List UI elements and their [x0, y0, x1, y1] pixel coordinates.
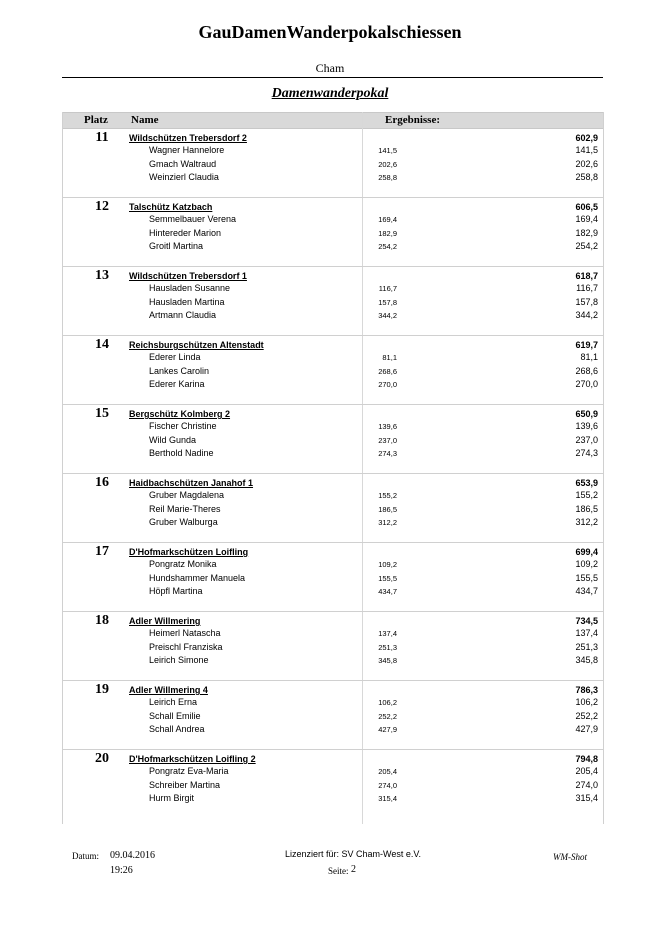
member-cumulative: 270,0 [575, 379, 598, 389]
group-separator [63, 680, 603, 681]
member-result: 141,5 [378, 146, 397, 155]
member-row [63, 297, 603, 310]
member-result: 427,9 [378, 725, 397, 734]
col-header-name: Name [131, 114, 159, 126]
member-name: Hintereder Marion [149, 227, 222, 238]
member-name: Preischl Franziska [149, 641, 223, 652]
member-cumulative: 109,2 [575, 559, 598, 569]
member-result: 182,9 [378, 228, 397, 238]
member-cumulative: 205,4 [575, 766, 598, 776]
member-name: Leirich Erna [149, 697, 198, 707]
member-name: Schall Emilie [149, 710, 201, 721]
member-row [63, 145, 603, 158]
member-row [63, 780, 603, 793]
footer-page-label: Seite: [328, 866, 349, 876]
member-cumulative: 274,0 [575, 779, 598, 790]
member-row [63, 517, 603, 530]
member-cumulative: 81,1 [580, 352, 598, 362]
member-name: Wild Gunda [149, 434, 197, 445]
member-name: Leirich Simone [149, 655, 209, 665]
member-cumulative: 186,5 [575, 503, 598, 514]
group-separator [63, 335, 603, 336]
team-group [63, 681, 603, 750]
member-name: Berthold Nadine [149, 448, 214, 458]
member-name: Weinzierl Claudia [149, 172, 219, 182]
member-row [63, 310, 603, 323]
member-row [63, 655, 603, 668]
member-name: Heimerl Natascha [149, 628, 221, 638]
team-rank: 19 [95, 682, 109, 697]
team-group [63, 405, 603, 474]
team-rank: 11 [95, 130, 109, 145]
member-cumulative: 274,3 [575, 448, 598, 458]
member-result: 139,6 [378, 422, 397, 431]
team-group [63, 129, 603, 198]
member-name: Wagner Hannelore [149, 145, 225, 155]
member-result: 434,7 [378, 587, 397, 596]
member-cumulative: 258,8 [575, 172, 598, 182]
member-row [63, 228, 603, 241]
member-row [63, 573, 603, 586]
member-name: Höpfl Martina [149, 586, 203, 596]
member-result: 157,8 [378, 297, 397, 307]
group-separator [63, 473, 603, 474]
col-header-platz: Platz [84, 114, 108, 126]
team-rank: 18 [95, 613, 109, 628]
team-rank: 20 [95, 751, 109, 766]
footer-license: Lizenziert für: SV Cham-West e.V. [285, 849, 422, 859]
team-club: Wildschützen Trebersdorf 1 [129, 271, 247, 281]
member-row [63, 421, 603, 434]
member-name: Groitl Martina [149, 241, 204, 251]
team-club: D'Hofmarkschützen Loifling [129, 547, 249, 557]
team-group [63, 750, 603, 819]
member-result: 81,1 [382, 353, 397, 362]
member-name: Pongratz Eva-Maria [149, 766, 229, 776]
team-club: Bergschütz Kolmberg 2 [129, 409, 231, 419]
results-table [62, 112, 604, 824]
team-rank: 17 [95, 544, 109, 559]
member-name: Semmelbauer Verena [149, 214, 237, 224]
team-rank: 15 [95, 406, 109, 421]
member-row [63, 159, 603, 172]
member-name: Gruber Walburga [149, 517, 218, 527]
team-club: Reichsburgschützen Altenstadt [129, 340, 264, 350]
member-row [63, 448, 603, 461]
page-subtitle: Cham [315, 61, 345, 75]
member-result: 155,5 [378, 573, 397, 583]
team-club: Haidbachschützen Janahof 1 [129, 478, 254, 488]
member-cumulative: 315,4 [575, 793, 598, 803]
member-row [63, 697, 603, 710]
team-club: Wildschützen Trebersdorf 2 [129, 133, 247, 143]
team-club: Adler Willmering 4 [129, 685, 208, 695]
member-cumulative: 345,8 [575, 655, 598, 665]
member-result: 205,4 [378, 767, 397, 776]
member-result: 116,7 [378, 284, 397, 293]
member-result: 268,6 [378, 366, 397, 376]
member-name: Fischer Christine [149, 421, 217, 431]
member-cumulative: 312,2 [575, 517, 598, 527]
member-name: Artmann Claudia [149, 310, 217, 320]
member-name: Ederer Karina [149, 379, 205, 389]
member-name: Hausladen Martina [149, 296, 225, 307]
group-separator [63, 611, 603, 612]
member-cumulative: 237,0 [575, 434, 598, 445]
team-total: 606,5 [575, 202, 598, 212]
member-cumulative: 202,6 [575, 158, 598, 169]
member-name: Schall Andrea [149, 724, 205, 734]
member-cumulative: 137,4 [575, 628, 598, 638]
member-name: Schreiber Martina [149, 779, 221, 790]
member-cumulative: 139,6 [575, 421, 598, 431]
team-total: 734,5 [575, 616, 598, 626]
member-name: Lankes Carolin [149, 365, 210, 376]
member-row [63, 214, 603, 227]
member-result: 270,0 [378, 380, 397, 389]
team-group [63, 198, 603, 267]
member-result: 109,2 [378, 560, 397, 569]
footer-time: 19:26 [110, 865, 133, 876]
member-cumulative: 157,8 [575, 296, 598, 307]
page-title: GauDamenWanderpokalschiessen [198, 22, 462, 42]
team-group [63, 612, 603, 681]
member-name: Ederer Linda [149, 352, 201, 362]
member-row [63, 586, 603, 599]
team-group [63, 543, 603, 612]
footer-page-number: 2 [351, 864, 356, 875]
member-row [63, 793, 603, 806]
team-rank: 12 [95, 199, 109, 214]
member-result: 345,8 [378, 656, 397, 665]
group-separator [63, 266, 603, 267]
member-result: 137,4 [378, 629, 397, 638]
member-name: Gmach Waltraud [149, 158, 217, 169]
group-separator [63, 542, 603, 543]
member-row [63, 352, 603, 365]
member-result: 155,2 [378, 491, 397, 500]
footer-software: WM-Shot [553, 852, 587, 862]
member-result: 274,0 [378, 780, 397, 790]
member-cumulative: 254,2 [575, 241, 598, 251]
group-separator [63, 749, 603, 750]
member-cumulative: 116,7 [576, 283, 598, 293]
member-cumulative: 169,4 [575, 214, 598, 224]
member-row [63, 379, 603, 392]
member-cumulative: 268,6 [575, 365, 598, 376]
member-result: 344,2 [378, 311, 397, 320]
member-result: 315,4 [378, 794, 397, 803]
member-name: Reil Marie-Theres [149, 503, 221, 514]
member-row [63, 172, 603, 185]
member-row [63, 724, 603, 737]
member-row [63, 283, 603, 296]
section-title: Damenwanderpokal [271, 86, 389, 101]
member-result: 274,3 [378, 449, 397, 458]
group-separator [63, 404, 603, 405]
team-total: 650,9 [575, 409, 598, 419]
team-group [63, 336, 603, 405]
member-result: 237,0 [378, 435, 397, 445]
member-result: 186,5 [378, 504, 397, 514]
member-cumulative: 252,2 [575, 710, 598, 721]
member-result: 312,2 [378, 518, 397, 527]
member-cumulative: 251,3 [575, 641, 598, 652]
team-group [63, 474, 603, 543]
group-separator [63, 197, 603, 198]
team-total: 602,9 [575, 133, 598, 143]
team-total: 619,7 [575, 340, 598, 350]
member-cumulative: 155,5 [575, 572, 598, 583]
member-row [63, 241, 603, 254]
team-club: Talschütz Katzbach [129, 202, 213, 212]
member-name: Gruber Magdalena [149, 490, 225, 500]
member-result: 258,8 [378, 173, 397, 182]
table-header [63, 112, 603, 129]
member-row [63, 642, 603, 655]
member-row [63, 366, 603, 379]
team-rank: 14 [95, 337, 109, 352]
member-cumulative: 155,2 [575, 490, 598, 500]
member-result: 252,2 [378, 711, 397, 721]
member-result: 254,2 [378, 242, 397, 251]
member-row [63, 490, 603, 503]
col-header-ergebnisse: Ergebnisse: [385, 114, 440, 126]
team-club: Adler Willmering [129, 616, 201, 626]
member-name: Hausladen Susanne [149, 283, 231, 293]
member-row [63, 766, 603, 779]
team-total: 653,9 [575, 478, 598, 488]
member-cumulative: 182,9 [575, 227, 598, 238]
member-row [63, 559, 603, 572]
member-cumulative: 106,2 [575, 697, 598, 707]
team-rank: 13 [95, 268, 109, 283]
team-rank: 16 [95, 475, 109, 490]
footer-date: 09.04.2016 [110, 850, 155, 861]
member-result: 169,4 [378, 215, 397, 224]
member-cumulative: 141,5 [575, 145, 598, 155]
footer-date-label: Datum: [72, 851, 99, 861]
team-total: 699,4 [575, 547, 598, 557]
member-name: Hundshammer Manuela [149, 572, 246, 583]
member-row [63, 711, 603, 724]
team-club: D'Hofmarkschützen Loifling 2 [129, 754, 256, 764]
member-result: 106,2 [378, 698, 397, 707]
member-row [63, 504, 603, 517]
team-total: 618,7 [575, 271, 598, 281]
member-row [63, 628, 603, 641]
team-group [63, 267, 603, 336]
member-cumulative: 344,2 [575, 310, 598, 320]
member-result: 251,3 [378, 642, 397, 652]
team-total: 786,3 [575, 685, 598, 695]
team-total: 794,8 [575, 754, 598, 764]
member-cumulative: 427,9 [575, 724, 598, 734]
member-cumulative: 434,7 [575, 586, 598, 596]
member-name: Pongratz Monika [149, 559, 217, 569]
header-rule [62, 77, 603, 78]
page-footer [0, 845, 660, 885]
member-result: 202,6 [378, 159, 397, 169]
member-name: Hurm Birgit [149, 793, 195, 803]
member-row [63, 435, 603, 448]
